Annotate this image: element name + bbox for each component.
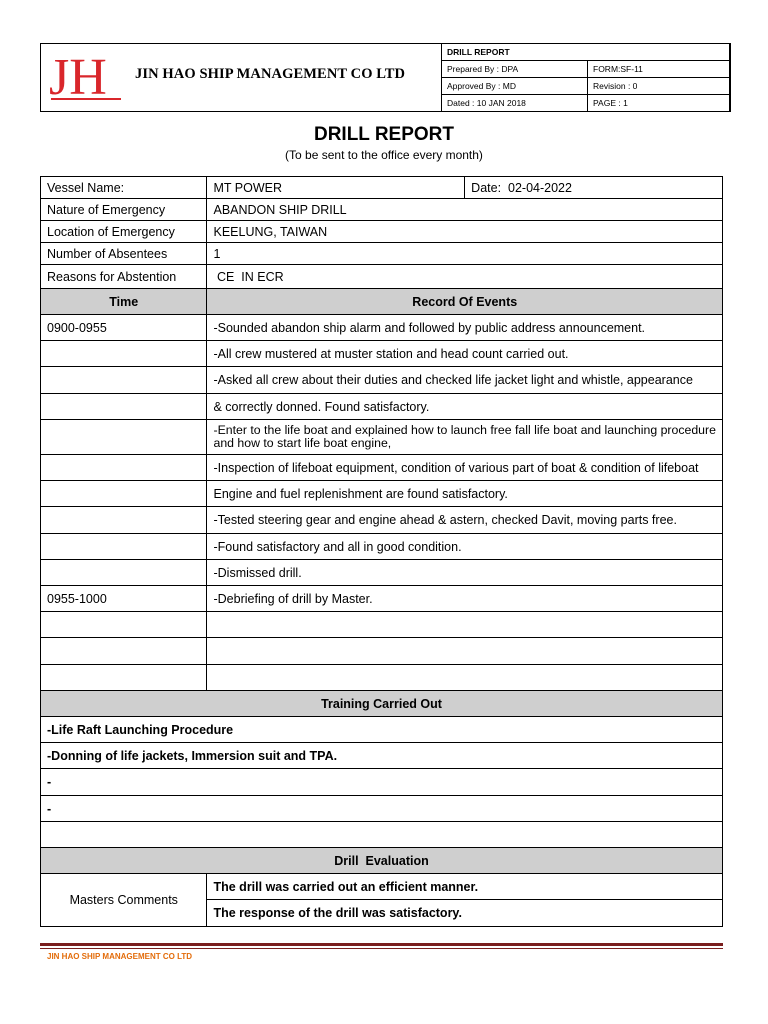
event-text: -Debriefing of drill by Master. xyxy=(207,586,723,612)
training-item: -Donning of life jackets, Immersion suit and TPA. xyxy=(41,743,723,769)
page-number: PAGE : 1 xyxy=(588,95,731,112)
event-time xyxy=(41,534,207,560)
event-text: -Enter to the life boat and explained how to launch free fall life boat and launching procedure and how to start life boat engine, xyxy=(207,420,723,455)
event-text: -Asked all crew about their duties and checked life jacket light and whistle, appearance xyxy=(207,367,723,394)
document-header xyxy=(40,43,730,112)
event-time xyxy=(41,455,207,481)
event-time xyxy=(41,665,207,691)
date-value: 02-04-2022 xyxy=(508,180,572,195)
document-control-table xyxy=(441,43,731,112)
event-time xyxy=(41,560,207,586)
training-item xyxy=(41,822,723,848)
event-time xyxy=(41,420,207,455)
event-text: & correctly donned. Found satisfactory. xyxy=(207,394,723,420)
reasons-value: CE IN ECR xyxy=(207,265,723,289)
company-name: JIN HAO SHIP MANAGEMENT CO LTD xyxy=(135,66,406,82)
event-text: -Found satisfactory and all in good condition. xyxy=(207,534,723,560)
masters-comments-label: Masters Comments xyxy=(41,874,207,927)
evaluation-header: Drill Evaluation xyxy=(41,848,723,874)
page-subtitle: (To be sent to the office every month) xyxy=(285,148,483,162)
footer-rule-thin xyxy=(40,948,723,949)
event-time xyxy=(41,394,207,420)
page-title: DRILL REPORT xyxy=(313,124,455,145)
training-header: Training Carried Out xyxy=(41,691,723,717)
training-item: -Life Raft Launching Procedure xyxy=(41,717,723,743)
training-item: - xyxy=(41,796,723,822)
event-time xyxy=(41,612,207,638)
date-label: Date: xyxy=(471,180,502,195)
approved-by: Approved By : MD xyxy=(442,78,588,95)
event-text xyxy=(207,612,723,638)
event-text: -All crew mustered at muster station and head count carried out. xyxy=(207,341,723,367)
event-text: -Tested steering gear and engine ahead & astern, checked Davit, moving parts free. xyxy=(207,507,723,534)
footer-company: JIN HAO SHIP MANAGEMENT CO LTD xyxy=(47,952,193,961)
vessel-value: MT POWER xyxy=(207,177,465,199)
masters-comment: The response of the drill was satisfactory. xyxy=(207,900,723,927)
absentees-label: Number of Absentees xyxy=(41,243,207,265)
event-time xyxy=(41,481,207,507)
event-time xyxy=(41,341,207,367)
event-time: 0955-1000 xyxy=(41,586,207,612)
event-text: Engine and fuel replenishment are found satisfactory. xyxy=(207,481,723,507)
event-time: 0900-0955 xyxy=(41,315,207,341)
nature-label: Nature of Emergency xyxy=(41,199,207,221)
dated: Dated : 10 JAN 2018 xyxy=(442,95,588,112)
training-item: - xyxy=(41,769,723,796)
record-header: Record Of Events xyxy=(207,289,723,315)
revision: Revision : 0 xyxy=(588,78,731,95)
event-time xyxy=(41,367,207,394)
location-value: KEELUNG, TAIWAN xyxy=(207,221,723,243)
doc-title-cell: DRILL REPORT xyxy=(442,44,731,61)
nature-value: ABANDON SHIP DRILL xyxy=(207,199,723,221)
time-header: Time xyxy=(41,289,207,315)
location-label: Location of Emergency xyxy=(41,221,207,243)
footer-rule xyxy=(40,943,723,946)
masters-comment: The drill was carried out an efficient manner. xyxy=(207,874,723,900)
event-text xyxy=(207,638,723,665)
event-time xyxy=(41,638,207,665)
date-cell xyxy=(465,177,723,199)
logo-text: JH xyxy=(49,49,107,106)
event-text: -Dismissed drill. xyxy=(207,560,723,586)
drill-report-table xyxy=(40,176,723,927)
event-text xyxy=(207,665,723,691)
event-text: -Inspection of lifeboat equipment, condition of various part of boat & condition of lifeboat xyxy=(207,455,723,481)
event-time xyxy=(41,507,207,534)
form-number: FORM:SF-11 xyxy=(588,61,731,78)
prepared-by: Prepared By : DPA xyxy=(442,61,588,78)
event-text: -Sounded abandon ship alarm and followed by public address announcement. xyxy=(207,315,723,341)
absentees-value: 1 xyxy=(207,243,723,265)
vessel-label: Vessel Name: xyxy=(41,177,207,199)
company-logo xyxy=(47,48,123,106)
reasons-label: Reasons for Abstention xyxy=(41,265,207,289)
